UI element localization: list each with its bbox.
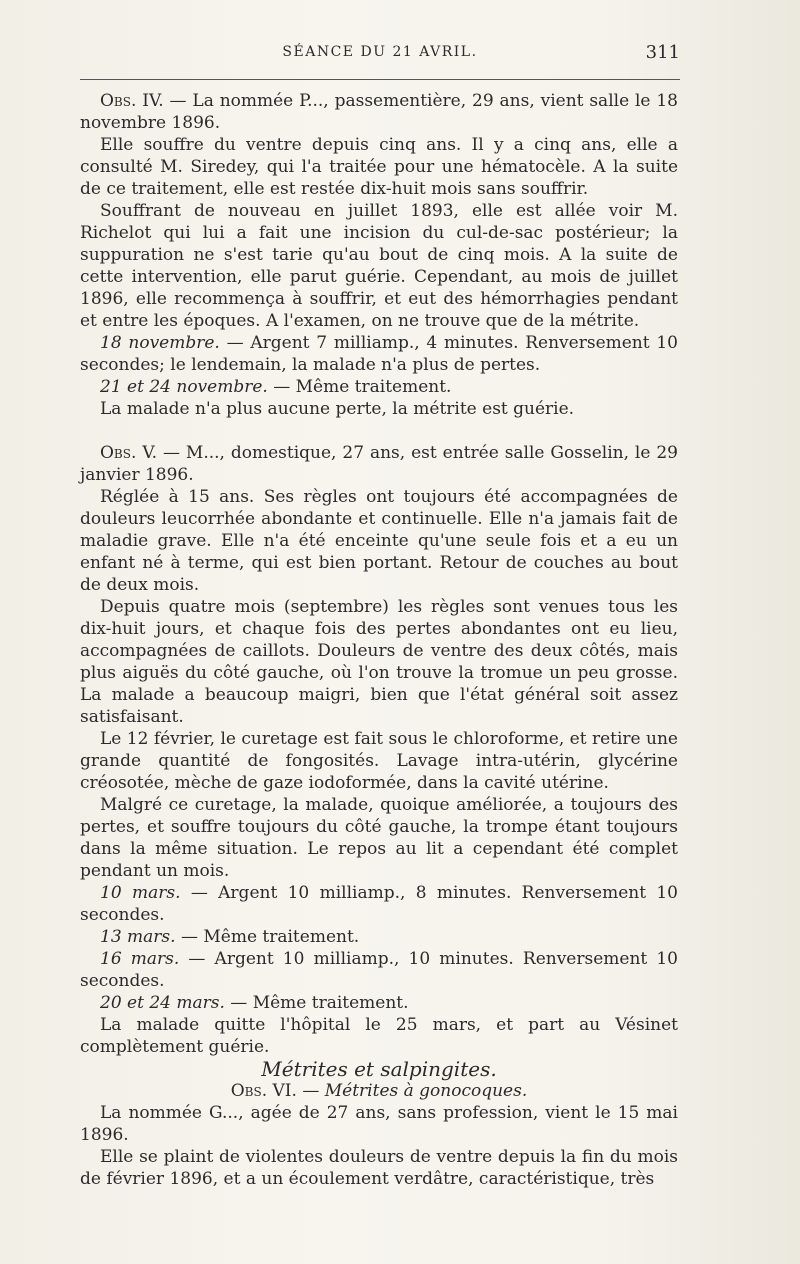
obs4-date-1: 18 novembre. [100, 333, 220, 353]
obs5-date-3: 16 mars. [100, 949, 180, 969]
obs5-paragraph-1: Réglée à 15 ans. Ses règles ont toujours été accompagnées de douleurs leucorrhée abondante et continuelle. Elle n'a jamais fait de maladie grave. Elle n'a été enceinte qu'une seule fois et a eu un enfant né à terme, qui est bien portant. Retour de couches au bout de deux mois. [80, 487, 678, 595]
header-rule [80, 79, 680, 80]
obs4-label: Obs. IV. [100, 91, 164, 111]
obs5-treatment-2 [80, 926, 678, 948]
obs5-treatment-4 [80, 992, 678, 1014]
obs4-paragraph-2: Souffrant de nouveau en juillet 1893, elle est allée voir M. Richelot qui lui a fait une incision du cul-de-sac postérieur; la suppuration ne s'est tarie qu'au bout de cinq mois. A la suite de cette intervention, elle parut guérie. Cependant, au mois de juillet 1896, elle recommença à souffrir, et eut des hémorrhagies pendant et entre les époques. A l'examen, on ne trouve que de la métrite. [80, 201, 678, 331]
obs5-date-4: 20 et 24 mars. [100, 993, 225, 1013]
obs4-intro-text: — La nommée P..., passementière, 29 ans, vient salle le 18 novembre 1896. [80, 91, 678, 133]
obs5-treatment-1 [80, 882, 678, 926]
obs5-intro-text: — M..., domestique, 27 ans, est entrée salle Gosselin, le 29 janvier 1896. [80, 443, 678, 485]
obs5-label: Obs. V. [100, 443, 158, 463]
obs5-treatment-3-text: — Argent 10 milliamp., 10 minutes. Renversement 10 secondes. [80, 949, 679, 991]
obs5-conclusion: La malade quitte l'hôpital le 25 mars, et part au Vésinet complètement guérie. [80, 1015, 678, 1057]
obs5-treatment-3 [80, 948, 678, 992]
obs5-paragraph-3: Le 12 février, le curetage est fait sous le chloroforme, et retire une grande quantité de fongosités. Lavage intra-utérin, glycérine créosotée, mèche de gaze iodoformée, dans la cavité utérine. [80, 729, 678, 793]
obs4-conclusion: La malade n'a plus aucune perte, la métrite est guérie. [100, 399, 575, 419]
obs5-intro [80, 442, 678, 486]
obs5-date-1: 10 mars. [100, 883, 181, 903]
section-title: Métrites et salpingites. [261, 1057, 497, 1081]
obs5-paragraph-4: Malgré ce curetage, la malade, quoique améliorée, a toujours des pertes, et souffre toujours du côté gauche, la trompe étant toujours dans la même situation. Le repos au lit a cependant été complet pendant un mois. [80, 795, 678, 881]
obs6-dash: — [296, 1081, 325, 1101]
obs4-treatment-2-text: — Même traitement. [267, 377, 452, 397]
obs4-intro [80, 90, 678, 134]
obs6-subtitle: Métrites à gonocoques. [324, 1081, 528, 1101]
obs6-paragraph-1: La nommée G..., agée de 27 ans, sans profession, vient le 15 mai 1896. [80, 1103, 678, 1145]
running-header [80, 44, 680, 68]
obs6-label: Obs. VI. [230, 1081, 297, 1101]
obs4-treatment-2 [80, 376, 678, 398]
obs6-title [80, 1080, 678, 1102]
obs6-paragraph-2: Elle se plaint de violentes douleurs de ventre depuis la fin du mois de février 1896, et a un écoulement verdâtre, caractéristique, très [80, 1147, 678, 1189]
obs4-date-2: 21 et 24 novembre. [100, 377, 268, 397]
obs5-treatment-1-text: — Argent 10 milliamp., 8 minutes. Renversement 10 secondes. [80, 883, 678, 925]
obs4-treatment-1-text: — Argent 7 milliamp., 4 minutes. Renversement 10 secondes; le lendemain, la malade n'a plus de pertes. [80, 333, 678, 375]
obs4-treatment-1 [80, 332, 678, 376]
obs5-date-2: 13 mars. [100, 927, 176, 947]
obs5-treatment-2-text: — Même traitement. [175, 927, 360, 947]
obs5-paragraph-2: Depuis quatre mois (septembre) les règles sont venues tous les dix-huit jours, et chaque fois des pertes abondantes ont eu lieu, accompagnées de caillots. Douleurs de ventre des deux côtés, mais plus aiguës du côté gauche, où l'on trouve la tromue un peu grosse. La malade a beaucoup maigri, bien que l'état général soit assez satisfaisant. [80, 597, 678, 727]
obs4-paragraph-1: Elle souffre du ventre depuis cinq ans. Il y a cinq ans, elle a consulté M. Siredey, qui l'a traitée pour une hématocèle. A la suite de ce traitement, elle est restée dix-huit mois sans souffrir. [80, 135, 678, 199]
page-number: 311 [645, 42, 680, 63]
header-title: SÉANCE DU 21 AVRIL. [282, 44, 478, 60]
obs5-treatment-4-text: — Même traitement. [224, 993, 409, 1013]
page-body [80, 90, 678, 1190]
